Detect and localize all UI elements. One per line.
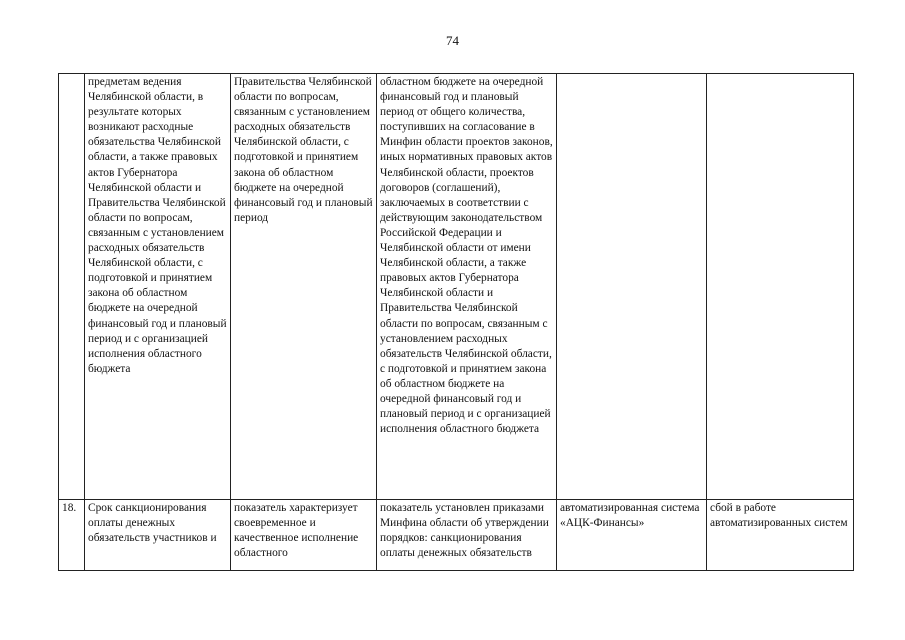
risk-cell <box>707 74 854 500</box>
indicator-name-cell: предметам ведения Челябинской области, в результате которых возникают расходные обязательства Челябинской области, а также правовых актов Губернатора Челябинской области и Правительства Челябинской области по вопросам, связанным с установлением расходных обязательств Челябинской области, с подготовкой и принятием закона об областном бюджете на очередной финансовый год и плановый период и с организацией исполнения областного бюджета <box>85 74 231 500</box>
data-source-cell: автоматизированная система «АЦК-Финансы» <box>557 500 707 571</box>
risk-cell: сбой в работе автоматизированных систем <box>707 500 854 571</box>
indicator-description-cell: показатель характеризует своевременное и качественное исполнение областного <box>231 500 377 571</box>
row-number-cell <box>59 74 85 500</box>
indicator-name-cell: Срок санкционирования оплаты денежных обязательств участников и <box>85 500 231 571</box>
page-number: 74 <box>446 33 459 48</box>
data-source-cell <box>557 74 707 500</box>
indicators-table <box>58 73 854 571</box>
row-number-cell: 18. <box>59 500 85 571</box>
indicator-basis-cell: областном бюджете на очередной финансовый год и плановый период от общего количества, поступивших на согласование в Минфин области проектов законов, иных нормативных правовых актов Челябинской области, проектов договоров (соглашений), заключаемых в соответствии с действующим законодательством Российской Федерации и Челябинской области от имени Челябинской области, а также правовых актов Губернатора Челябинской области и Правительства Челябинской области по вопросам, связанным с установлением расходных обязательств Челябинской области, с подготовкой и принятием закона об областном бюджете на очередной финансовый год и плановый период и с организацией исполнения областного бюджета <box>377 74 557 500</box>
indicator-description-cell: Правительства Челябинской области по вопросам, связанным с установлением расходных обязательств Челябинской области, с подготовкой и принятием закона об областном бюджете на очередной финансовый год и плановый период <box>231 74 377 500</box>
table-row-18 <box>59 500 854 571</box>
table-row-continuation <box>59 74 854 500</box>
indicator-basis-cell: показатель установлен приказами Минфина области об утверждении порядков: санкционирования оплаты денежных обязательств <box>377 500 557 571</box>
